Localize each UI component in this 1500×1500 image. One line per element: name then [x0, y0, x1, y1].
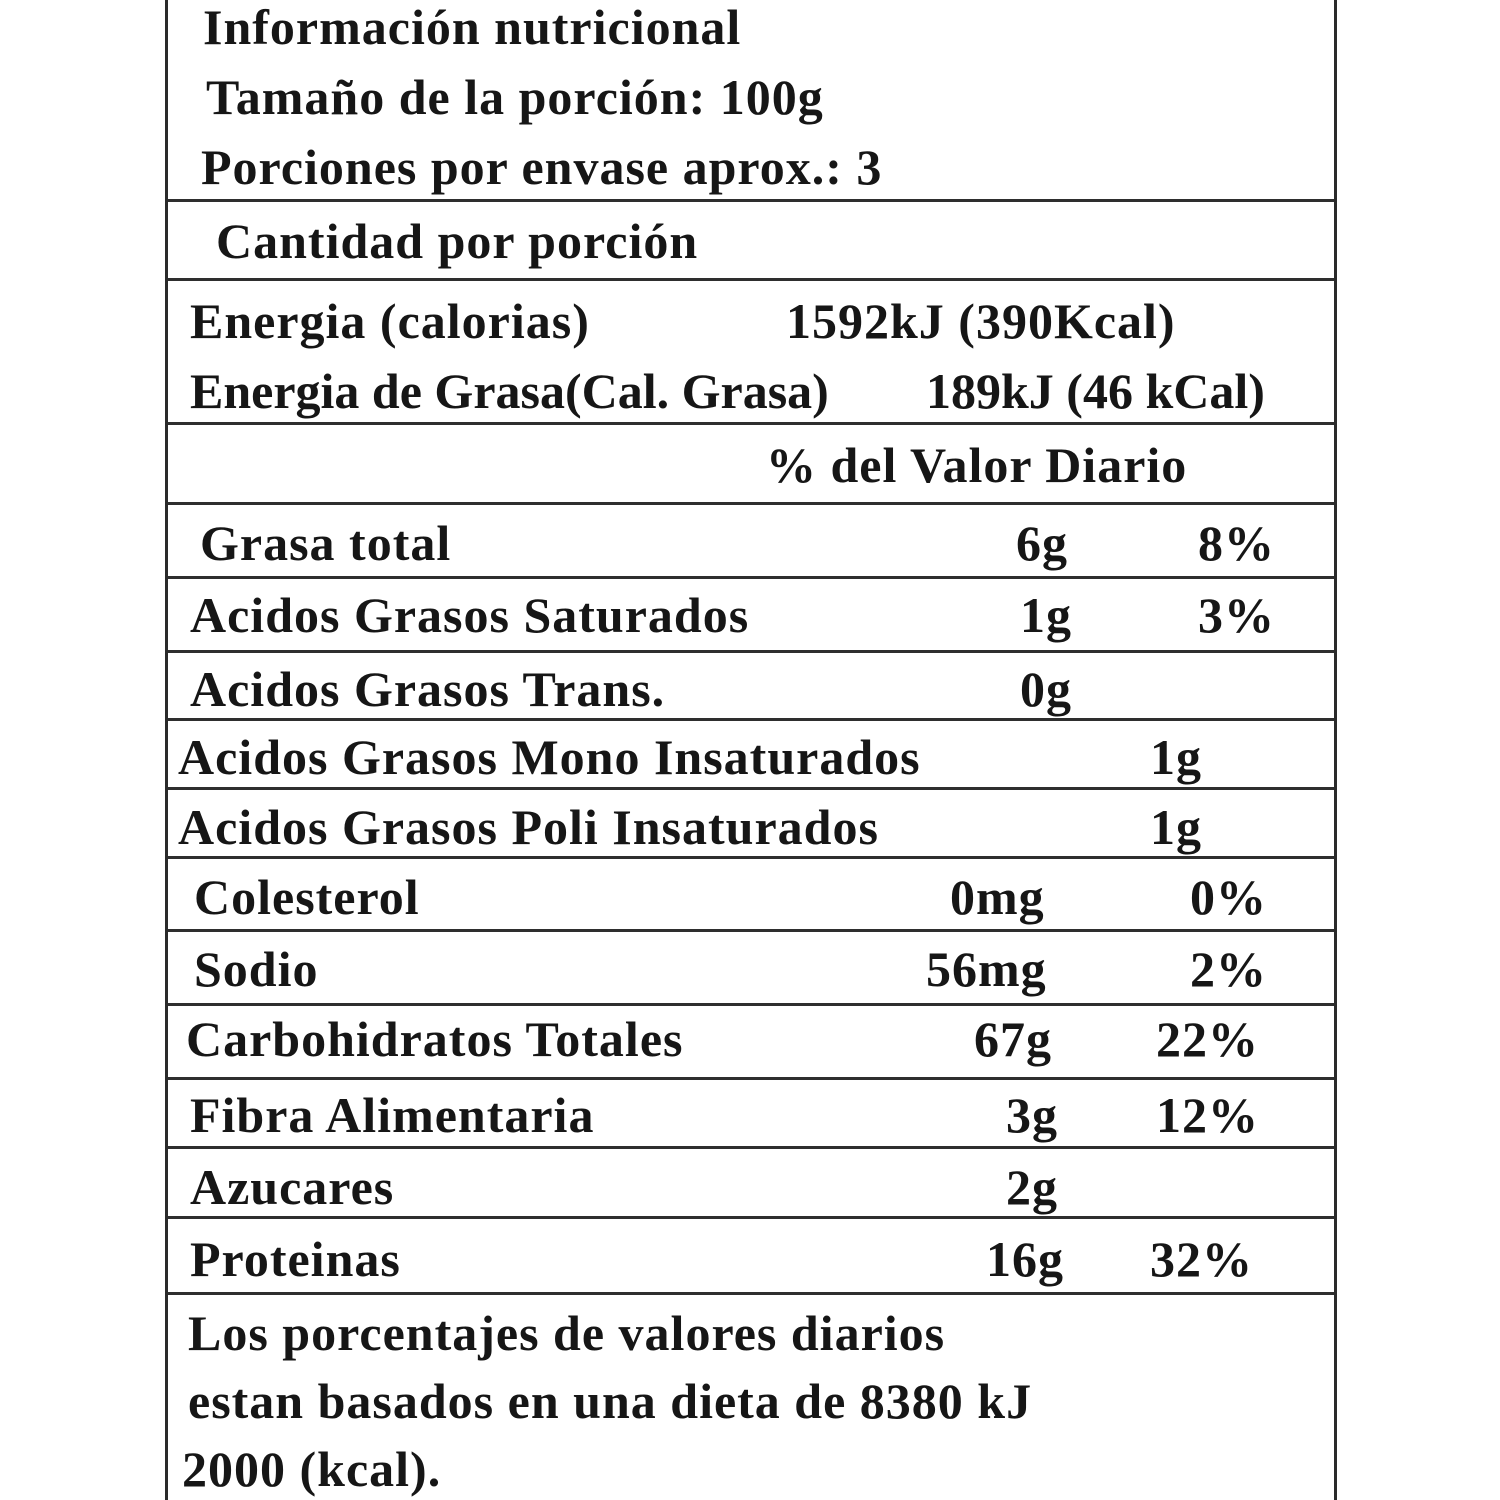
rule-row — [168, 1292, 1334, 1295]
nutrient-label: Azucares — [190, 1159, 395, 1215]
nutrient-label: Sodio — [194, 941, 319, 997]
serving-size: Tamaño de la porción: 100g — [206, 69, 824, 125]
rule-amount — [168, 278, 1334, 281]
nutrient-label: Fibra Alimentaria — [190, 1087, 595, 1143]
energy-label: Energia (calorias) — [190, 293, 590, 349]
energy-fat-value: 189kJ (46 kCal) — [926, 363, 1265, 419]
nutrient-label: Acidos Grasos Saturados — [190, 587, 750, 643]
rule-header — [168, 199, 1334, 202]
rule-row — [168, 1146, 1334, 1149]
rule-row — [168, 650, 1334, 653]
amount-per-serving: Cantidad por porción — [216, 213, 699, 269]
nutrient-daily-value: 8% — [1198, 515, 1275, 571]
rule-row — [168, 718, 1334, 721]
servings-per-container: Porciones por envase aprox.: 3 — [201, 139, 883, 195]
rule-row — [168, 787, 1334, 790]
nutrient-amount: 67g — [974, 1011, 1052, 1067]
nutrient-amount: 16g — [986, 1231, 1064, 1287]
nutrient-daily-value: 0% — [1190, 869, 1267, 925]
rule-daily-value — [168, 502, 1334, 505]
label-title: Información nutricional — [203, 0, 742, 55]
rule-row — [168, 856, 1334, 859]
nutrient-amount: 1g — [1150, 729, 1202, 785]
energy-fat-label: Energia de Grasa(Cal. Grasa) — [190, 363, 829, 419]
nutrient-label: Acidos Grasos Trans. — [190, 661, 666, 717]
footnote-line: Los porcentajes de valores diarios — [188, 1305, 946, 1361]
nutrition-label — [165, 0, 1337, 1500]
nutrient-amount: 56mg — [926, 941, 1047, 997]
rule-row — [168, 576, 1334, 579]
nutrient-amount: 1g — [1020, 587, 1072, 643]
nutrient-daily-value: 3% — [1198, 587, 1275, 643]
rule-row — [168, 1003, 1334, 1006]
footnote-line: estan basados en una dieta de 8380 kJ — [188, 1373, 1033, 1429]
nutrient-amount: 3g — [1006, 1087, 1058, 1143]
rule-row — [168, 929, 1334, 932]
rule-energy — [168, 422, 1334, 425]
nutrient-amount: 6g — [1016, 515, 1068, 571]
nutrient-daily-value: 12% — [1156, 1087, 1259, 1143]
daily-value-header: % del Valor Diario — [766, 437, 1188, 493]
nutrient-daily-value: 22% — [1156, 1011, 1259, 1067]
nutrient-amount: 2g — [1006, 1159, 1058, 1215]
nutrient-label: Proteinas — [190, 1231, 401, 1287]
footnote-line: 2000 (kcal). — [182, 1441, 442, 1497]
nutrient-label: Acidos Grasos Mono Insaturados — [178, 729, 921, 785]
nutrient-amount: 1g — [1150, 799, 1202, 855]
nutrient-label: Colesterol — [194, 869, 420, 925]
nutrient-amount: 0mg — [950, 869, 1045, 925]
nutrient-label: Carbohidratos Totales — [186, 1011, 684, 1067]
nutrient-amount: 0g — [1020, 661, 1072, 717]
nutrient-daily-value: 2% — [1190, 941, 1267, 997]
nutrient-daily-value: 32% — [1150, 1231, 1253, 1287]
rule-row — [168, 1077, 1334, 1080]
rule-row — [168, 1216, 1334, 1219]
energy-value: 1592kJ (390Kcal) — [786, 293, 1176, 349]
nutrient-label: Grasa total — [200, 515, 452, 571]
nutrient-label: Acidos Grasos Poli Insaturados — [178, 799, 879, 855]
